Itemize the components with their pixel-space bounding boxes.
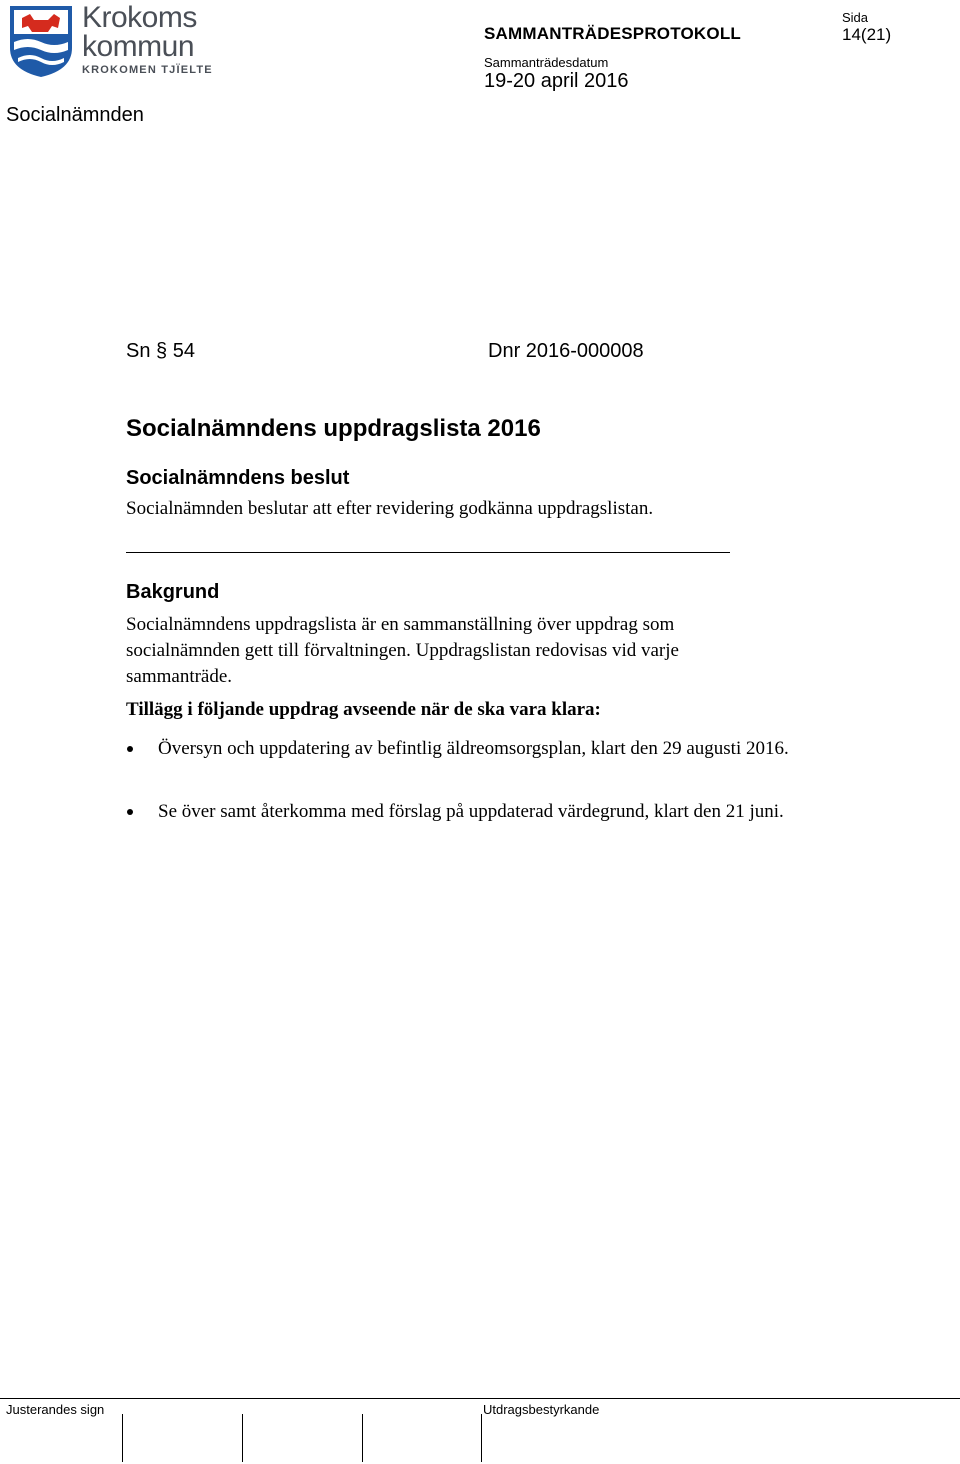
signature-label: Justerandes sign [6,1402,105,1417]
separator-line [126,552,730,553]
document-type: SAMMANTRÄDESPROTOKOLL [484,24,741,43]
municipality-coat-of-arms-logo [8,4,74,78]
list-item-text: Översyn och uppdatering av befintlig äldreomsorgsplan, klart den 29 augusti 2016. [158,738,789,759]
certification-label: Utdragsbestyrkande [483,1402,600,1417]
footer-rule [0,1398,960,1399]
logo-wordmark-line-2: kommun [82,30,195,63]
bullet-icon [127,746,133,752]
bullet-icon [127,809,133,815]
list-item-text: Se över samt återkomma med förslag på uppdaterad värdegrund, klart den 21 juni. [158,801,784,822]
page-label: Sida [842,10,869,25]
signature-box-divider [242,1414,243,1462]
background-text: Socialnämndens uppdragslista är en sammanställning över uppdrag som socialnämnden gett till förvaltningen. Uppdragslistan redovisas vid varje sammanträde. [126,614,679,687]
decision-heading: Socialnämndens beslut [126,467,350,489]
list-item [126,736,806,761]
background-heading: Bakgrund [126,581,220,603]
item-title: Socialnämndens uppdragslista 2016 [126,415,541,442]
logo-wordmark-line-3: KROKOMEN TJÏELTE [82,64,213,76]
logo-wordmark-line-1: Krokoms [82,1,197,34]
additions-heading: Tillägg i följande uppdrag avseende när de ska vara klara: [126,699,601,720]
signature-box-divider [362,1414,363,1462]
signature-box-divider [122,1414,123,1462]
list-item [126,799,806,824]
meeting-date-label: Sammanträdesdatum [484,55,609,70]
page-number: 14(21) [842,25,892,44]
committee-name: Socialnämnden [6,104,144,126]
meeting-date-value: 19-20 april 2016 [484,70,629,92]
signature-box-divider [481,1414,482,1462]
diary-number: Dnr 2016-000008 [488,340,644,362]
decision-text: Socialnämnden beslutar att efter revidering godkänna uppdragslistan. [126,498,654,519]
paragraph-number: Sn § 54 [126,340,195,362]
